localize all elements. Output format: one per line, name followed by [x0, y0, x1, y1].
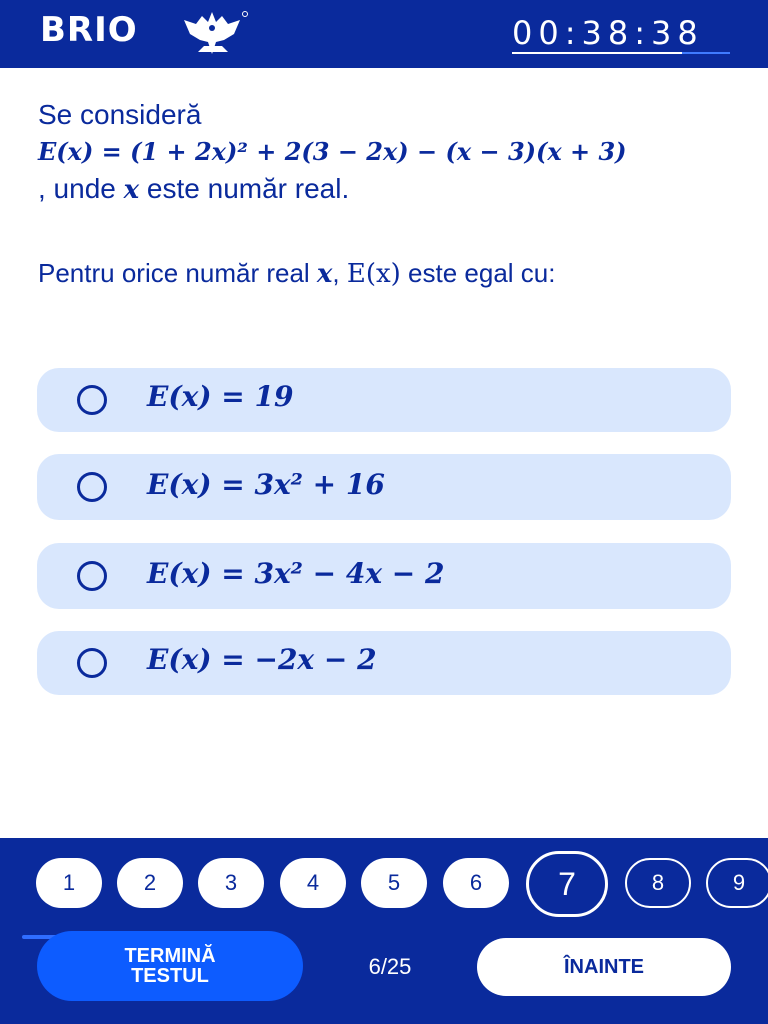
answer-option-3[interactable] — [37, 543, 731, 609]
answer-option-text: E(x) = −2x − 2 — [147, 643, 377, 676]
question-pager — [0, 858, 768, 928]
eagle-logo-icon — [176, 10, 248, 56]
question-statement — [38, 98, 738, 207]
prompt-expression: E(x) — [346, 259, 401, 289]
page-button-8[interactable]: 8 — [625, 858, 691, 908]
answer-option-4[interactable] — [37, 631, 731, 695]
radio-button-icon[interactable] — [77, 561, 107, 591]
radio-button-icon[interactable] — [77, 472, 107, 502]
question-formula: E(x) = (1 + 2x)² + 2(3 − 2x) − (x − 3)(x + 3) — [38, 137, 627, 166]
domain-note-prefix: , unde — [38, 173, 124, 204]
page-button-1[interactable]: 1 — [36, 858, 102, 908]
answer-option-1[interactable] — [37, 368, 731, 432]
domain-note-variable: x — [123, 175, 140, 205]
question-prompt — [38, 256, 718, 291]
prompt-mid: , — [332, 258, 347, 288]
radio-button-icon[interactable] — [77, 385, 107, 415]
domain-note-suffix: este număr real. — [139, 173, 350, 204]
prompt-variable: x — [316, 259, 333, 289]
timer-progress-accent — [682, 52, 730, 54]
answer-option-text: E(x) = 3x² + 16 — [147, 468, 385, 501]
brio-logo-text: BRIO — [40, 10, 138, 50]
question-counter: 6/25 — [368, 954, 412, 979]
answer-option-2[interactable] — [37, 454, 731, 520]
page-button-3[interactable]: 3 — [198, 858, 264, 908]
next-button[interactable]: ÎNAINTE — [477, 938, 731, 996]
page-button-9[interactable]: 9 — [706, 858, 768, 908]
page-button-2[interactable]: 2 — [117, 858, 183, 908]
question-intro: Se consideră — [38, 99, 202, 130]
page-button-5[interactable]: 5 — [361, 858, 427, 908]
footer-bar — [0, 838, 768, 1024]
page-button-7-current[interactable]: 7 — [526, 851, 608, 917]
header-bar — [0, 0, 768, 68]
answer-option-text: E(x) = 19 — [147, 380, 294, 413]
end-test-label-line2: TESTUL — [131, 965, 209, 987]
page-button-6[interactable]: 6 — [443, 858, 509, 908]
page-button-4[interactable]: 4 — [280, 858, 346, 908]
timer: 00:38:38 — [512, 14, 704, 52]
end-test-label-line1: TERMINĂ — [124, 945, 216, 967]
radio-button-icon[interactable] — [77, 648, 107, 678]
prompt-prefix: Pentru orice număr real — [38, 258, 317, 288]
question-domain-note — [38, 172, 738, 207]
answer-option-text: E(x) = 3x² − 4x − 2 — [147, 557, 445, 590]
end-test-button[interactable] — [37, 931, 303, 1001]
prompt-suffix: este egal cu: — [400, 258, 556, 288]
